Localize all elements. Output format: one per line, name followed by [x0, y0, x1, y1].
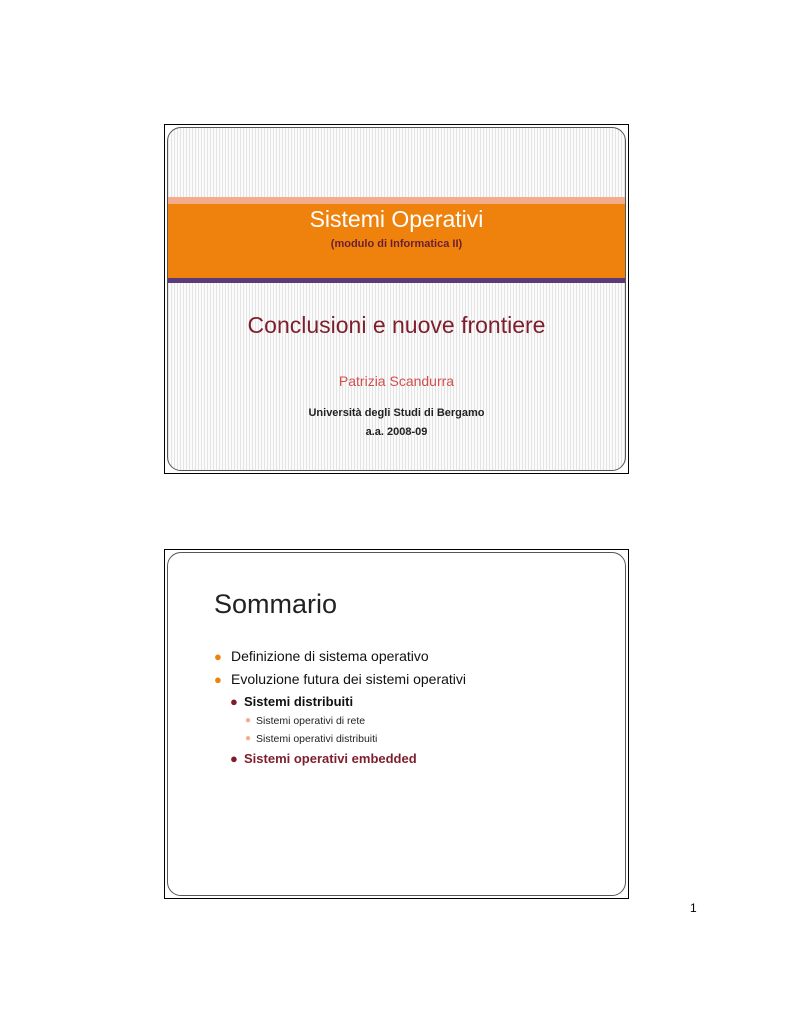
bullet-icon: ●	[230, 694, 238, 709]
sub-list-item	[214, 691, 615, 712]
sub-sub-list-item	[214, 730, 615, 748]
bullet-icon: ●	[214, 649, 222, 664]
purple-stripe	[168, 278, 625, 283]
summary-slide	[164, 549, 629, 899]
author-name: Patrizia Scandurra	[338, 373, 455, 389]
lecture-title: Conclusioni e nuove frontiere	[247, 312, 546, 338]
slide-title: Sommario	[214, 589, 338, 619]
course-subtitle: (modulo di Informatica II)	[330, 238, 463, 250]
sub-sub-list-item-text: Sistemi operativi distribuiti	[256, 733, 378, 745]
institution: Università degli Studi di Bergamo	[308, 407, 485, 419]
title-slide-body	[167, 127, 626, 471]
title-slide	[164, 124, 629, 474]
bullet-icon: ●	[214, 672, 222, 687]
list-item	[214, 645, 615, 668]
list-item-text: Evoluzione futura dei sistemi operativi	[231, 671, 467, 687]
sub-list-item	[214, 748, 615, 769]
bullet-icon: ●	[230, 751, 238, 766]
academic-year: a.a. 2008-09	[365, 426, 428, 438]
sub-list-item-text: Sistemi distribuiti	[244, 694, 354, 709]
bullet-icon: ●	[245, 715, 252, 726]
title-banner	[168, 204, 625, 278]
bullet-list	[214, 645, 615, 769]
pink-stripe	[168, 197, 625, 204]
list-item	[214, 668, 615, 691]
page-number: 1	[690, 901, 697, 915]
sub-sub-list-item-text: Sistemi operativi di rete	[256, 715, 366, 727]
sub-list-item-text: Sistemi operativi embedded	[244, 751, 417, 766]
summary-slide-body	[167, 552, 626, 896]
course-title: Sistemi Operativi	[309, 206, 484, 232]
bullet-icon: ●	[245, 733, 252, 744]
sub-sub-list-item	[214, 712, 615, 730]
list-item-text: Definizione di sistema operativo	[231, 648, 429, 664]
